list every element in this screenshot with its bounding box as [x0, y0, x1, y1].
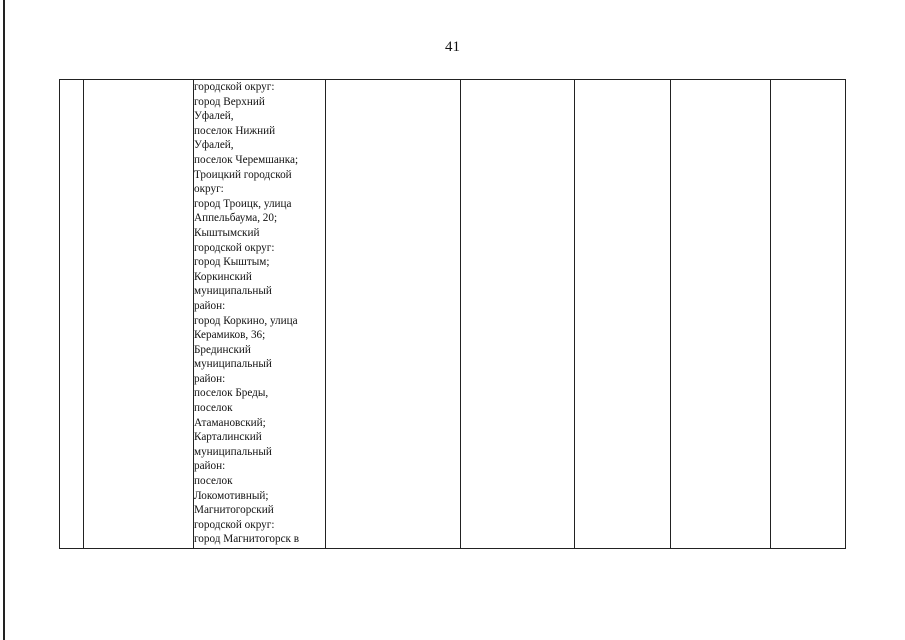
cell-text-line: поселок Бреды,	[194, 387, 269, 400]
cell-text-line: район:	[194, 299, 226, 312]
cell-text-line: городской округ:	[194, 81, 275, 93]
table-cell-col-2	[84, 80, 194, 549]
cell-text-line: поселок	[194, 475, 233, 488]
cell-text-line: Магнитогорский	[194, 504, 274, 517]
table-cell-col-1	[60, 80, 84, 549]
cell-text-line: Керамиков, 36;	[194, 329, 266, 342]
cell-text-line: город Троицк, улица	[194, 197, 292, 210]
cell-text-line: Аппельбаума, 20;	[194, 212, 278, 225]
cell-text-line: Уфалей,	[194, 139, 234, 152]
cell-text-line: город Коркино, улица	[194, 314, 298, 327]
table-cell-locations	[194, 80, 326, 549]
cell-text-line: поселок	[194, 402, 233, 415]
cell-text-line: Локомотивный;	[194, 489, 269, 502]
document-table	[59, 79, 846, 549]
cell-text-line: Кыштымский	[194, 226, 260, 239]
cell-text-line: городской округ:	[194, 518, 275, 531]
cell-text-line: Коркинский	[194, 270, 252, 283]
cell-text-line: город Кыштым;	[194, 256, 270, 269]
cell-text-line: район:	[194, 372, 226, 385]
cell-text-line: округ:	[194, 183, 224, 196]
cell-text-line: муниципальный	[194, 358, 272, 371]
cell-text-line: поселок Нижний	[194, 124, 276, 137]
cell-text-line: городской округ:	[194, 241, 275, 254]
cell-text-line: муниципальный	[194, 445, 272, 458]
table-row	[60, 80, 846, 549]
cell-text-line: район:	[194, 460, 226, 473]
cell-text-line: город Верхний	[194, 95, 265, 108]
page-left-border	[3, 0, 5, 640]
cell-text-line: Карталинский	[194, 431, 262, 444]
table-cell-col-8	[771, 80, 846, 549]
location-lines	[194, 80, 325, 547]
table-cell-col-4	[326, 80, 461, 549]
page-number: 41	[445, 39, 460, 55]
table-cell-col-7	[671, 80, 771, 549]
cell-text-line: муниципальный	[194, 285, 272, 298]
cell-text-line: Троицкий городской	[194, 168, 292, 181]
cell-text-line: город Магнитогорск в	[194, 533, 300, 546]
table-cell-col-6	[575, 80, 671, 549]
table-cell-col-5	[461, 80, 575, 549]
cell-text-line: Уфалей,	[194, 110, 234, 123]
cell-text-line: Брединский	[194, 343, 251, 356]
cell-text-line: поселок Черемшанка;	[194, 153, 299, 166]
cell-text-line: Атамановский;	[194, 416, 266, 429]
